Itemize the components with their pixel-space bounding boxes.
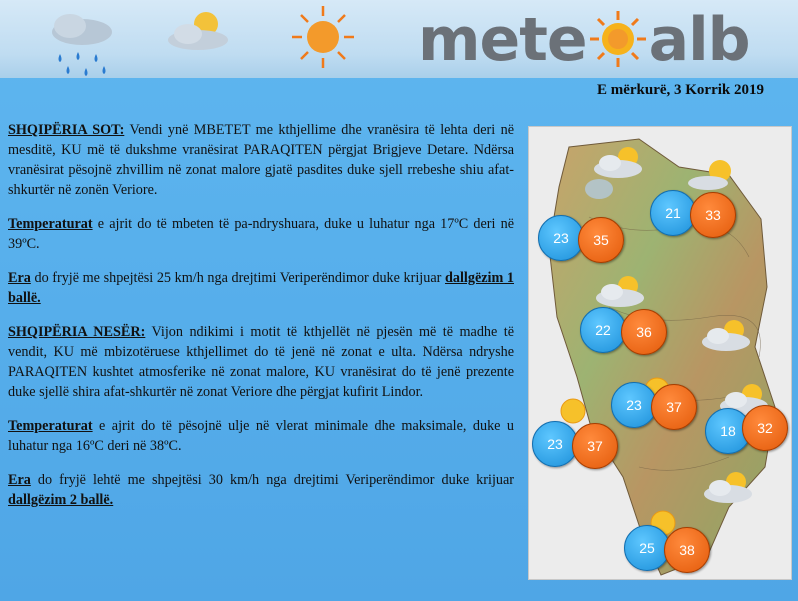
tomorrow-paragraph — [8, 322, 514, 402]
tomorrow-temp-heading: Temperaturat — [8, 418, 93, 434]
cloud-sun-icon — [590, 145, 646, 186]
today-text: Vendi ynë MBETET me kthjellime dhe vranësira të lehta deri në mesditë, KU më të dukshme vranësirat PARAQITEN përgjat Brigjeve Detare. Ndërsa vranësirat pësojnë zhvillim në zonat malore gjatë pasdites duke sjell rrebeshe shiu afat-shkurtër në zonën Veriore. — [8, 122, 514, 198]
today-wind-text: do fryjë me shpejtësi 25 km/h nga drejtimi Veriperëndimor duke krijuar — [34, 270, 442, 286]
logo-text-right: alb — [648, 5, 750, 75]
station-6-max-temp: 32 — [742, 405, 788, 451]
rain-cloud-icon — [40, 4, 120, 80]
station-3-max-temp: 36 — [621, 309, 667, 355]
tomorrow-wind-paragraph — [8, 470, 514, 510]
tomorrow-wind-text: do fryjë lehtë me shpejtësi 30 km/h nga drejtimi Veriperëndimor duke krijuar — [37, 472, 514, 488]
tomorrow-text: Vijon ndikimi i motit të kthjellët në pjesën më të madhe të vendit, KU më mbizotëruese kthjellimet do të jenë në zonat e ulta. Ndërsa ndryshe PARAQITEN kushtet atmosferike në zonat malore, KU vranësirat do të jenë prezente duke sjellë shira afat-shkurtër në zonat Veriore dhe përgjat kufirit Lindor. — [8, 324, 514, 400]
tomorrow-temp-text: e ajrit do të pësojnë ulje në vlerat minimale dhe maksimale, duke u luhatur nga 16ºC deri në 38ºC. — [8, 418, 515, 454]
station-2-max-temp: 35 — [578, 217, 624, 263]
today-wind-paragraph — [8, 268, 514, 308]
tomorrow-wave-text: dallgëzim 2 ballë. — [8, 492, 114, 508]
station-5-max-temp: 37 — [572, 423, 618, 469]
cloud-sun-icon — [160, 4, 240, 64]
today-wind-heading: Era — [8, 270, 31, 286]
forecast-text — [8, 120, 514, 524]
tomorrow-temp-paragraph — [8, 416, 514, 456]
today-temp-text: e ajrit do të mbeten të pa-ndryshuara, duke u luhatur nga 17ºC deri në 39ºC. — [8, 216, 515, 252]
cloud-sun-icon — [698, 318, 754, 359]
logo-sun-icon — [589, 10, 647, 68]
station-4-max-temp: 37 — [651, 384, 697, 430]
station-1-max-temp: 33 — [690, 192, 736, 238]
sun-icon — [290, 4, 356, 70]
station-6-min-temp: 18 — [705, 408, 751, 454]
station-5-min-temp: 23 — [532, 421, 578, 467]
today-temp-heading: Temperaturat — [8, 216, 93, 232]
tomorrow-wind-heading: Era — [8, 472, 31, 488]
station-4-min-temp: 23 — [611, 382, 657, 428]
station-1-min-temp: 21 — [650, 190, 696, 236]
tomorrow-heading: SHQIPËRIA NESËR: — [8, 324, 146, 340]
today-temp-paragraph — [8, 214, 514, 254]
station-7-min-temp: 25 — [624, 525, 670, 571]
cloud-sun-icon — [700, 470, 756, 511]
header-banner — [0, 0, 798, 78]
logo-text-left: mete — [418, 5, 587, 75]
station-2-min-temp: 23 — [538, 215, 584, 261]
station-7-max-temp: 38 — [664, 527, 710, 573]
today-wave-text: dallgëzim 1 ballë. — [8, 270, 514, 306]
station-3-min-temp: 22 — [580, 307, 626, 353]
meteoalb-logo — [418, 6, 750, 74]
forecast-date: E mërkurë, 3 Korrik 2019 — [596, 82, 764, 98]
today-paragraph — [8, 120, 514, 200]
today-heading: SHQIPËRIA SOT: — [8, 122, 125, 138]
